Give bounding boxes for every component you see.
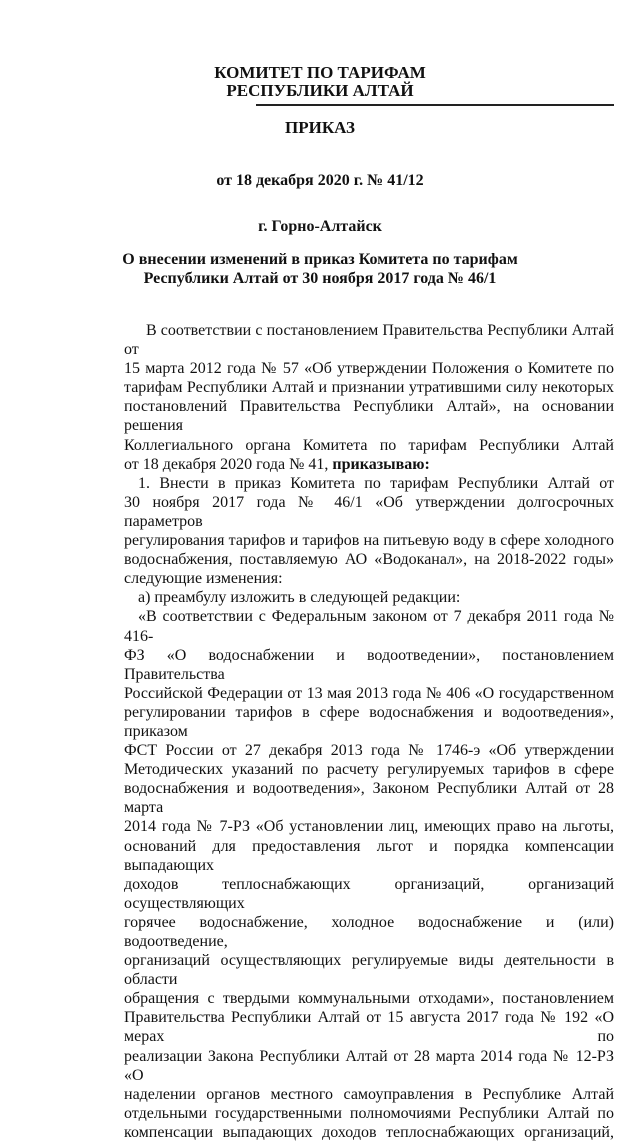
body-line: ФЗ «О водоснабжении и водоотведении», постановлением Правительства bbox=[124, 646, 614, 683]
body-line: оснований для предоставления льгот и порядка компенсации выпадающих bbox=[124, 837, 614, 874]
body-line: реализации Закона Республики Алтай от 28 марта 2014 года № 12-РЗ «О bbox=[124, 1047, 614, 1084]
body-text-span: от 18 декабря 2020 года № 41, bbox=[124, 455, 333, 473]
body-line: горячее водоснабжение, холодное водоснабжение и (или) водоотведение, bbox=[124, 913, 614, 950]
body-line: доходов теплоснабжающих организаций, организаций осуществляющих bbox=[124, 875, 614, 912]
body-line: постановлений Правительства Республики Алтай», на основании решения bbox=[124, 398, 614, 435]
body-line: Правительства Республики Алтай от 15 августа 2017 года № 192 «О мерах по bbox=[124, 1009, 614, 1046]
body-line: 30 ноября 2017 года № 46/1 «Об утверждении долгосрочных параметров bbox=[124, 493, 614, 530]
body-line bbox=[124, 455, 614, 474]
body-line: компенсации выпадающих доходов теплоснабжающих организаций, bbox=[124, 1123, 614, 1141]
body-line: «В соответствии с Федеральным законом от 7 декабря 2011 года № 416- bbox=[124, 608, 614, 645]
body-line: обращения с твердыми коммунальными отходами», постановлением bbox=[124, 990, 614, 1008]
body-line: регулировании тарифов в сфере водоснабжения и водоотведения», приказом bbox=[124, 703, 614, 740]
body-line: наделении органов местного самоуправления в Республике Алтай bbox=[124, 1085, 614, 1103]
body-line: следующие изменения: bbox=[124, 570, 283, 588]
date-number: от 18 декабря 2020 г. № 41/12 bbox=[216, 172, 424, 189]
body-line: 15 марта 2012 года № 57 «Об утверждении Положения о Комитете по bbox=[124, 360, 614, 378]
city-name: г. Горно-Алтайск bbox=[258, 218, 382, 235]
org-name-line2: РЕСПУБЛИКИ АЛТАЙ bbox=[226, 81, 414, 100]
body-line: Российской Федерации от 13 мая 2013 года № 406 «О государственном bbox=[124, 684, 614, 702]
header-divider bbox=[256, 104, 614, 106]
subject-line2: Республики Алтай от 30 ноября 2017 года № 46/1 bbox=[143, 270, 497, 287]
order-body bbox=[124, 321, 614, 1142]
body-line: 1. Внести в приказ Комитета по тарифам Республики Алтай от bbox=[138, 474, 614, 492]
body-line: отдельными государственными полномочиями Республики Алтай по bbox=[124, 1104, 614, 1122]
body-line: организаций осуществляющих регулируемые виды деятельности в области bbox=[124, 952, 614, 989]
body-line: ФСТ России от 27 декабря 2013 года № 1746-э «Об утверждении bbox=[124, 742, 614, 760]
body-line: тарифам Республики Алтай и признании утратившими силу некоторых bbox=[124, 379, 614, 397]
subject-line1: О внесении изменений в приказ Комитета по тарифам bbox=[122, 251, 518, 268]
body-line: 2014 года № 7-РЗ «Об установлении лиц, имеющих право на льготы, bbox=[124, 818, 614, 836]
body-line: В соответствии с постановлением Правительства Республики Алтай от bbox=[124, 322, 614, 359]
doc-type-title: ПРИКАЗ bbox=[285, 118, 355, 137]
body-line: водоснабжения и водоотведения», Законом Республики Алтай от 28 марта bbox=[124, 780, 614, 817]
body-line: Методических указаний по расчету регулируемых тарифов в сфере bbox=[124, 761, 614, 779]
body-line: а) преамбулу изложить в следующей редакции: bbox=[138, 589, 461, 607]
body-line: Коллегиального органа Комитета по тарифам Республики Алтай bbox=[124, 436, 614, 454]
order-word: приказываю: bbox=[332, 455, 430, 473]
body-line: водоснабжения, поставляемую АО «Водоканал», на 2018-2022 годы» bbox=[124, 551, 614, 569]
body-line: регулирования тарифов и тарифов на питьевую воду в сфере холодного bbox=[124, 532, 614, 550]
org-name-line1: КОМИТЕТ ПО ТАРИФАМ bbox=[214, 63, 426, 82]
